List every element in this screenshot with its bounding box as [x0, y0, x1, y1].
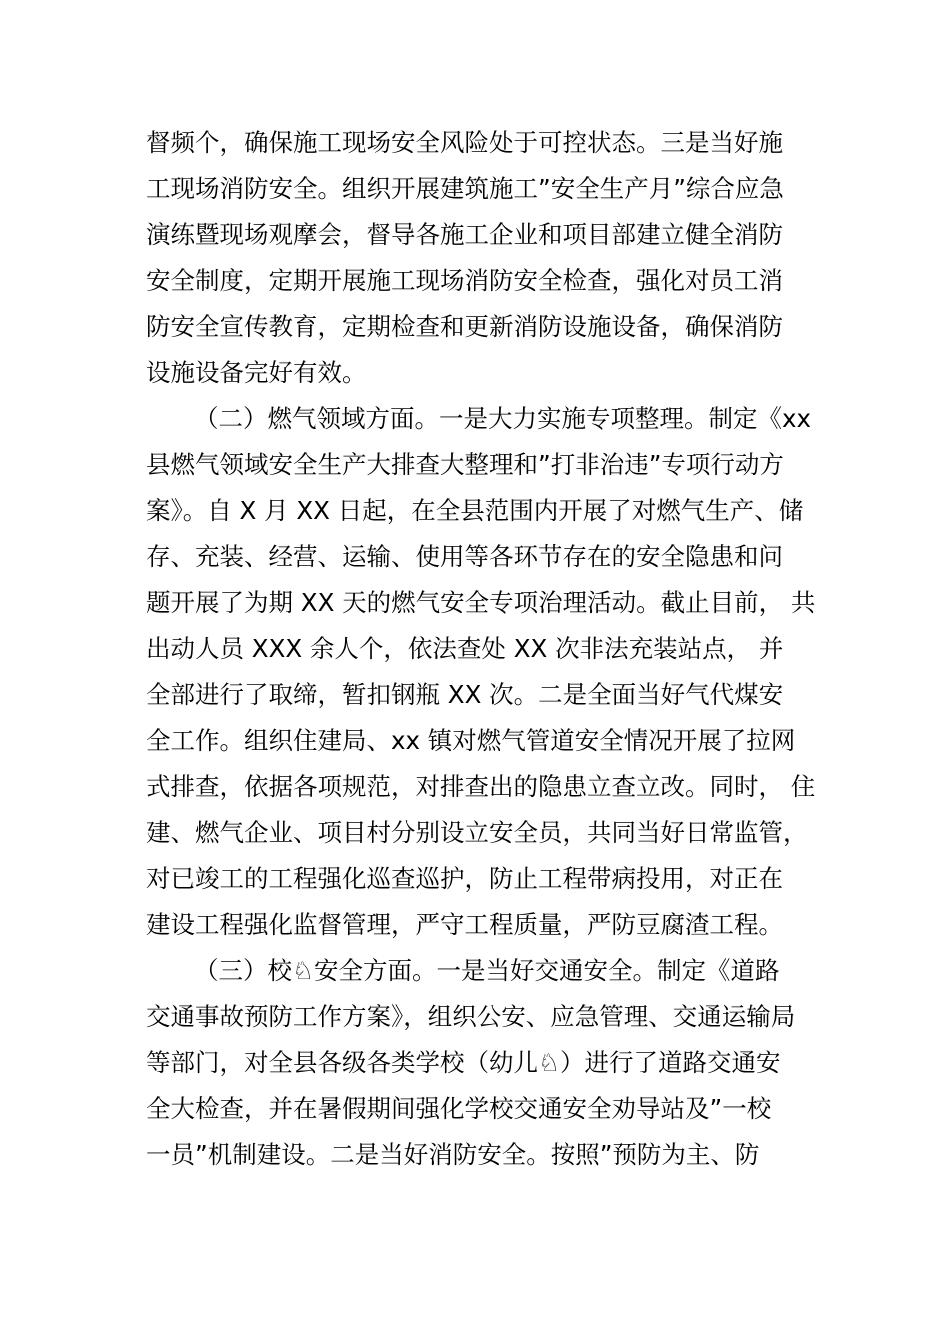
text-line: 建设工程强化监督管理，严守工程质量，严防豆腐渣工程。 — [146, 910, 783, 939]
text-line: 演练暨现场观摩会，督导各施工企业和项目部建立健全消防 — [146, 220, 783, 249]
text-line: 督频个，确保施工现场安全风险处于可控状态。三是当好施 — [146, 128, 783, 157]
text-line: 一员”机制建设。二是当好消防安全。按照”预防为主、防 — [146, 1140, 760, 1169]
text-line: 出动人员 XXX 余人个，依法查处 XX 次非法充装站点， 并 — [146, 634, 784, 663]
section-heading-line: （二）燃气领域方面。一是大力实施专项整理。制定《xx — [194, 404, 811, 433]
text-line: 对已竣工的工程强化巡查巡护，防止工程带病投用，对正在 — [146, 864, 783, 893]
section-heading-line: （三）校♘安全方面。一是当好交通安全。制定《道路 — [194, 956, 780, 985]
text-line: 交通事故预防工作方案》，组织公安、应急管理、交通运输局 — [146, 1002, 796, 1031]
text-line: 存、充装、经营、运输、使用等各环节存在的安全隐患和问 — [146, 542, 783, 571]
text-line: 建、燃气企业、项目村分别设立安全员，共同当好日常监管， — [146, 818, 808, 847]
text-line: 县燃气领域安全生产大排查大整理和”打非治违”专项行动方 — [146, 450, 784, 479]
text-line: 等部门，对全县各级各类学校（幼儿♘）进行了道路交通安 — [146, 1048, 781, 1077]
text-line: 案》。自 X 月 XX 日起，在全县范围内开展了对燃气生产、储 — [146, 496, 804, 525]
text-line: 全大检查，并在暑假期间强化学校交通安全劝导站及”一校 — [146, 1094, 772, 1123]
text-line: 防安全宣传教育，定期检查和更新消防设施设备，确保消防 — [146, 312, 783, 341]
text-line: 式排查，依据各项规范，对排查出的隐患立查立改。同时， 住 — [146, 772, 816, 801]
text-line: 工现场消防安全。组织开展建筑施工”安全生产月”综合应急 — [146, 174, 784, 203]
text-line: 全工作。组织住建局、xx 镇对燃气管道安全情况开展了拉网 — [146, 726, 796, 755]
text-line: 设施设备完好有效。 — [146, 358, 367, 387]
text-line: 题开展了为期 XX 天的燃气安全专项治理活动。截止目前， 共 — [146, 588, 816, 617]
text-line: 安全制度，定期开展施工现场消防安全检查，强化对员工消 — [146, 266, 783, 295]
text-line: 全部进行了取缔，暂扣钢瓶 XX 次。二是全面当好气代煤安 — [146, 680, 784, 709]
